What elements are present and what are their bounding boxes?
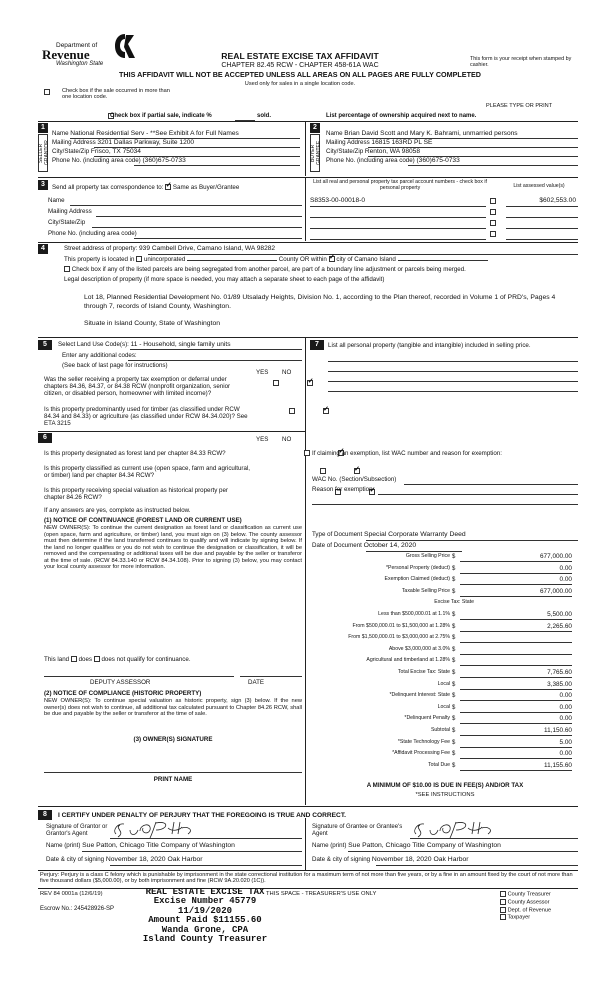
notice-compliance-text: NEW OWNER(S): To continue special valuation as historic property, sign (3) below. If the new owner(s) does not wish to continue, all additional tax calculated pursuant to Chapter 84.26 RCW, shall be due and payable by the seller or transferor at the time of sale.: [44, 698, 302, 718]
doc-date-label: Date of Document: [312, 542, 362, 549]
tax-row: [312, 715, 574, 725]
dollar-sign: $: [452, 716, 456, 723]
unincorporated-checkbox[interactable]: [136, 256, 142, 262]
seller-block: [52, 130, 300, 166]
tax-row-label: From $1,500,000.01 to $3,000,000 at 2.75%: [348, 634, 450, 641]
buyer-phone[interactable]: (360)675-0733: [416, 157, 460, 164]
certify-statement: I CERTIFY UNDER PENALTY OF PERJURY THAT THE FOREGOING IS TRUE AND CORRECT.: [58, 812, 346, 819]
same-as-buyer-label: Same as Buyer/Grantee: [172, 184, 240, 191]
seller-city[interactable]: Frisco, TX 75034: [90, 148, 141, 155]
tax-row-label: Subtotal: [430, 727, 450, 733]
doc-date[interactable]: October 14, 2020: [363, 542, 417, 549]
tax-row-value[interactable]: 5.00: [460, 739, 572, 748]
doc-type-label: Type of Document: [312, 531, 363, 538]
buyer-city-label: City/State/Zip: [326, 148, 364, 155]
tax-row-value[interactable]: 0.00: [460, 704, 572, 713]
copy-dept-revenue: Dept. of Revenue: [507, 906, 552, 913]
tax-row: [312, 576, 574, 586]
grantee-name-label: Name (print): [312, 842, 347, 849]
tax-row-label: Local: [437, 680, 450, 687]
county-or-label: County OR within: [278, 256, 327, 263]
tax-row-label: Gross Selling Price: [405, 553, 450, 559]
form-warning: THIS AFFIDAVIT WILL NOT BE ACCEPTED UNLESS ALL AREAS ON ALL PAGES ARE FULLY COMPLETED: [119, 70, 481, 79]
tax-row: [312, 669, 574, 679]
tax-row-value[interactable]: 2,265.60: [460, 623, 572, 632]
seller-address[interactable]: 3201 Dallas Parkway, Suite 1200: [97, 139, 195, 146]
exemption-question: Was the seller receiving a property tax exemption or deferral under chapters 84.36, 84.37, or 84.38 RCW (nonprofit organization, senior citizen, or disabled person, homeowner with limited income)?: [44, 376, 231, 398]
current-use-yes-checkbox[interactable]: [320, 468, 326, 474]
timber-no-checkbox[interactable]: [323, 408, 329, 414]
owner-signature-line[interactable]: [44, 772, 302, 773]
section-8-number: 8: [38, 810, 52, 820]
print-name-label: PRINT NAME: [153, 776, 193, 783]
tax-row-value[interactable]: 3,385.00: [460, 681, 572, 690]
segregated-label: Check box if any of the listed parcels are being segregated from another parcel, are part of a boundary line adjustment or parcels being merged.: [71, 266, 466, 273]
tax-row-label: Above $3,000,000 at 3.0%: [388, 645, 450, 652]
wac-row: [312, 476, 578, 485]
section-6-number: 6: [38, 433, 52, 443]
personal-property-line-2[interactable]: [328, 371, 578, 372]
tax-row-label: *Affidavit Processing Fee: [392, 750, 450, 757]
dollar-sign: $: [452, 728, 456, 734]
tax-row-value[interactable]: 11,150.60: [460, 727, 572, 736]
seller-name[interactable]: National Residential Serv - **See Exhibit A for Full Names: [70, 130, 239, 137]
tax-row-value[interactable]: [460, 634, 572, 643]
corr-city-row: [48, 219, 302, 228]
dollar-sign: $: [452, 658, 456, 665]
timber-yes-checkbox[interactable]: [289, 408, 295, 414]
escrow-number: Escrow No.: 245428926-SP: [40, 906, 115, 912]
dollar-sign: $: [452, 612, 456, 618]
street-address-label: Street address of property:: [64, 245, 138, 252]
city-of-label[interactable]: city of Camano Island: [336, 256, 396, 263]
corr-phone-row: [48, 230, 302, 239]
exemption-claim-label: If claiming an exemption, list WAC number and reason for exemption:: [312, 450, 502, 457]
tax-row-label: *State Technology Fee: [397, 738, 450, 745]
street-address[interactable]: 939 Cambell Drive, Camano Island, WA 98282: [139, 245, 276, 252]
seller-phone[interactable]: (360)675-0733: [142, 157, 186, 164]
land-use-code[interactable]: 11 - Household, single family units: [130, 341, 231, 348]
corr-name-label: Name: [48, 197, 65, 204]
notice-continuance-text: NEW OWNER(S): To continue the current designation as forest land or classification as current use (open space, farm and agriculture, or timber) land, you must sign on (3) below. The county assessor must then determine if the land transferred continues to qualify and will indicate by signing below. If the land no longer qualifies or you do not wish to continue the designation or classification, it will be removed and the compensating or additional taxes will be due and payable by the seller or transferor at the time of sale. (RCW 84.33.140 or RCW 84.34.108). Prior to signing (3) below, you may contact your local county assessor for more information.: [44, 525, 302, 571]
segregated-row: [64, 266, 578, 275]
perjury-statement: Perjury: Perjury is a class C felony which is punishable by imprisonment in the state correctional institution for a maximum term of not more than five years, or by a fine in an amount fixed by the court of not more than five thousand dollars ($5,000.00), or by both imprisonment and fine (RCW 9A.20.020 (1C)).: [40, 872, 573, 885]
deputy-assessor-label: DEPUTY ASSESSOR: [90, 679, 151, 686]
stamp-line-5: Wanda Grone, CPA: [161, 924, 249, 935]
tax-row: [312, 565, 574, 575]
tax-row-label: Total Due: [428, 761, 450, 768]
tax-row-label: Excise Tax: State: [434, 599, 474, 606]
dollar-sign: $: [452, 554, 456, 560]
dor-emblem-icon: [114, 32, 136, 60]
yes-header-5: YES: [256, 369, 269, 376]
personal-property-line-3[interactable]: [328, 381, 578, 382]
section-1-number: 1: [38, 123, 48, 133]
notice-compliance-title: (2) NOTICE OF COMPLIANCE (HISTORIC PROPERTY): [44, 690, 202, 697]
tax-row: [312, 623, 574, 633]
tax-row: [312, 588, 574, 598]
land-use-row: [58, 341, 302, 350]
dollar-sign: $: [452, 739, 456, 746]
assessed-value[interactable]: $602,553.00: [539, 197, 576, 204]
doc-type[interactable]: Special Corporate Warranty Deed: [363, 531, 466, 538]
state-label: Washington State: [56, 61, 104, 67]
grantor-name[interactable]: Sue Patton, Chicago Title Company of Washington: [82, 842, 235, 849]
tax-row-label: Agricultural and timberland at 1.28%: [366, 657, 450, 664]
does-qualify-checkbox[interactable]: [71, 656, 77, 662]
form-title: REAL ESTATE EXCISE TAX AFFIDAVIT: [221, 51, 379, 61]
excise-tax-stamp: [120, 888, 290, 945]
tax-row: [312, 681, 574, 691]
buyer-grantee-tab: BUYER GRANTEE: [310, 134, 320, 172]
dollar-sign: $: [452, 704, 456, 711]
grantor-date[interactable]: November 18, 2020 Oak Harbor: [105, 856, 203, 863]
type-or-print-note: PLEASE TYPE OR PRINT: [486, 103, 553, 109]
grantee-signature[interactable]: [410, 818, 500, 840]
personal-property-label: List all personal property (tangible and intangible) included in selling price.: [328, 342, 531, 349]
tax-row: [312, 727, 574, 737]
form-subtitle: CHAPTER 82.45 RCW - CHAPTER 458-61A WAC: [221, 62, 379, 69]
corr-address-row: [48, 208, 302, 217]
dollar-sign: $: [452, 635, 456, 642]
tax-row-value[interactable]: 5,500.00: [460, 611, 572, 620]
buyer-block: [326, 130, 578, 166]
dept-label: Department of: [56, 42, 98, 49]
stamp-line-6: Island County Treasurer: [142, 934, 268, 945]
multi-location-label: Check box if the sale occurred in more than one location code.: [62, 88, 170, 101]
parcel-header: List all real and personal property tax parcel account numbers - check box if personal property: [313, 179, 487, 191]
current-use-no-checkbox[interactable]: [354, 468, 360, 474]
reason-label: Reason for exemption: [312, 486, 373, 493]
grantor-name-label: Name (print): [46, 842, 81, 849]
assessor-date-label: DATE: [248, 679, 265, 686]
tax-row-value[interactable]: 0.00: [460, 715, 572, 724]
personal-property-checkbox-3[interactable]: [490, 220, 496, 226]
grantor-name-row: [46, 842, 302, 852]
buyer-city[interactable]: Renton, WA 98058: [364, 148, 420, 155]
form-number: REV 84 0001a (12/6/19): [40, 891, 103, 897]
land-use-label: Select Land Use Code(s):: [58, 341, 129, 348]
forest-yes-checkbox[interactable]: [304, 450, 310, 456]
section-5-number: 5: [38, 340, 52, 350]
grantor-date-row: [46, 856, 302, 866]
copy-taxpayer: Taxpayer: [507, 914, 531, 921]
ownership-note: List percentage of ownership acquired next to name.: [326, 113, 477, 119]
minimum-due-note: A MINIMUM OF $10.00 IS DUE IN FEE(S) AND/OR TAX: [366, 782, 524, 789]
tax-row-label: Local: [437, 703, 450, 710]
dollar-sign: $: [452, 623, 456, 630]
parcel-number[interactable]: S8353-00-00018-0: [310, 197, 365, 204]
legal-description-label: Legal description of property (if more space is needed, you may attach a separate sheet to each page of the affidavit): [64, 276, 385, 283]
tax-row: [312, 657, 574, 667]
additional-codes-row: [62, 352, 302, 361]
tax-row-value[interactable]: 677,000.00: [460, 553, 572, 562]
deputy-assessor-line[interactable]: [44, 676, 234, 677]
tax-row: [312, 692, 574, 702]
historic-question: Is this property receiving special valuation as historical property per chapter 84.26 RCW?: [44, 487, 228, 502]
tax-row: [312, 739, 574, 749]
buyer-address[interactable]: 16815 163RD PL SE: [371, 139, 433, 146]
current-use-question: Is this property classified as current use (open space, farm and agricultural, or timber) land per chapter 84.34 RCW?: [44, 465, 251, 480]
section-2-number: 2: [310, 123, 320, 133]
parcel-row-3: [310, 219, 578, 229]
multi-location-checkbox[interactable]: [44, 89, 50, 95]
personal-property-checkbox-4[interactable]: [490, 231, 496, 237]
stamp-line-2: Excise Number 45779: [153, 896, 257, 907]
assessor-date-line[interactable]: [240, 676, 302, 677]
tax-row-value[interactable]: 11,155.60: [460, 762, 572, 771]
parcel-row-2: [310, 208, 578, 218]
stamp-line-1: REAL ESTATE EXCISE TAX: [145, 887, 265, 897]
located-in-label: This property is located in: [64, 256, 135, 263]
copy-county-treasurer-checkbox[interactable]: [500, 891, 506, 897]
forest-land-question: Is this property designated as forest land per chapter 84.33 RCW?: [44, 450, 226, 457]
additional-codes-label: Enter any additional codes:: [62, 352, 137, 359]
correspondence-block: [52, 184, 304, 194]
qualify-label: This land: [44, 656, 70, 663]
sold-label: sold.: [257, 113, 272, 119]
street-address-row: [64, 245, 578, 255]
buyer-name[interactable]: Brian David Scott and Mary K. Bahrami, unmarried persons: [344, 130, 518, 137]
section-7-number: 7: [310, 340, 324, 350]
partial-sale-label: Check box if partial sale, indicate %: [110, 113, 212, 119]
tax-row: [312, 762, 574, 772]
grantee-date-row: [312, 856, 578, 866]
notice-continuance-title: (1) NOTICE OF CONTINUANCE (FOREST LAND OR CURRENT USE): [44, 517, 242, 524]
grantor-signature-label: Signature of Grantor or Grantor's Agent: [46, 824, 108, 837]
dollar-sign: $: [452, 565, 456, 572]
buyer-address-label: Mailing Address: [326, 139, 370, 146]
personal-property-line-1[interactable]: [328, 361, 578, 362]
legal-description[interactable]: Lot 18, Planned Residential Development No. 01/89 Utsalady Heights, Division No. 1, according to the Plan thereof, recorded in Volume 1 of PRD's, Pages 4 through 7, records of Island County, Washington.: [84, 294, 556, 311]
tax-row: [312, 750, 574, 760]
corr-phone-label: Phone No. (including area code): [48, 230, 137, 237]
no-header-6: NO: [282, 436, 292, 443]
tax-row: [312, 599, 574, 609]
location-row: [64, 256, 578, 265]
tax-row: [312, 646, 574, 656]
tax-row-label: *Delinquent Penalty: [404, 715, 450, 722]
dollar-sign: $: [452, 670, 456, 676]
seller-city-label: City/State/Zip: [52, 148, 90, 155]
dollar-sign: $: [452, 681, 456, 688]
copy-county-assessor: County Assessor: [507, 899, 550, 906]
grantee-signature-label: Signature of Grantee or Grantee's Agent: [312, 824, 403, 837]
corr-name-row: [48, 197, 302, 206]
exemption-yes-checkbox[interactable]: [273, 380, 279, 386]
section-4-number: 4: [38, 244, 48, 254]
buyer-name-label: Name: [326, 130, 343, 137]
grantee-name[interactable]: Sue Patton, Chicago Title Company of Washington: [348, 842, 501, 849]
tax-row-label: *Delinquent Interest: State: [389, 692, 450, 699]
revenue-logo: [42, 32, 142, 66]
no-header-5: NO: [282, 369, 292, 376]
does-not-qualify-checkbox[interactable]: [94, 656, 100, 662]
grantee-name-row: [312, 842, 578, 852]
tax-row-value[interactable]: 7,765.60: [460, 669, 572, 678]
personal-property-checkbox-1[interactable]: [490, 198, 496, 204]
city-checkbox[interactable]: [329, 256, 335, 262]
yes-header-6: YES: [256, 436, 269, 443]
copy-taxpayer-checkbox[interactable]: [500, 914, 506, 920]
parcel-row-4: [310, 230, 578, 240]
segregated-checkbox[interactable]: [64, 266, 70, 272]
stamp-line-3: 11/19/2020: [177, 905, 232, 916]
tax-row: [312, 634, 574, 644]
tax-row-value[interactable]: 0.00: [460, 692, 572, 701]
personal-property-line-4[interactable]: [328, 391, 578, 392]
tax-row-label: Exemption Claimed (deduct): [384, 576, 450, 583]
tax-row-label: Less than $500,000.01 at 1.1%: [378, 611, 450, 617]
tax-row-label: Total Excise Tax: State: [397, 669, 450, 675]
stamp-line-4: Amount Paid $11155.60: [148, 915, 262, 926]
copy-county-assessor-checkbox[interactable]: [500, 899, 506, 905]
grantee-date-label: Date & city of signing: [312, 856, 371, 863]
dollar-sign: $: [452, 646, 456, 653]
tax-row-label: *Personal Property (deduct): [385, 564, 450, 571]
corr-city-label: City/State/Zip: [48, 219, 86, 226]
copy-dept-revenue-checkbox[interactable]: [500, 907, 506, 913]
tax-row-value[interactable]: 0.00: [460, 565, 572, 574]
grantee-date[interactable]: November 18, 2020 Oak Harbor: [371, 856, 469, 863]
owner-signature-label: (3) OWNER(S) SIGNATURE: [133, 736, 213, 743]
reason-row: [312, 486, 578, 495]
single-location-note: Used only for sales in a single location code.: [244, 81, 356, 87]
copy-county-treasurer: County Treasurer: [507, 891, 551, 898]
legal-situate[interactable]: Situate in Island County, State of Washington: [84, 320, 221, 327]
see-instructions-note: *SEE INSTRUCTIONS: [415, 792, 475, 798]
tax-row-value[interactable]: [460, 657, 572, 666]
same-as-buyer-checkbox[interactable]: [165, 184, 171, 190]
grantor-date-label: Date & city of signing: [46, 856, 105, 863]
tax-row-value[interactable]: 677,000.00: [460, 588, 572, 597]
see-back-note: (See back of last page for instructions): [62, 362, 168, 369]
does-not-label: does not qualify for continuance.: [101, 656, 191, 663]
personal-property-checkbox-2[interactable]: [490, 209, 496, 215]
assessed-value-header: List assessed value(s): [513, 183, 565, 189]
send-to-label: Send all property tax correspondence to:: [52, 184, 164, 191]
section-3-number: 3: [38, 180, 48, 190]
timber-question: Is this property predominantly used for timber (as classified under RCW 84.34 and 84.33) or agriculture (as classified under RCW 84.34.020)? See ETA 3215: [44, 406, 248, 428]
if-yes-note: If any answers are yes, complete as instructed below.: [44, 507, 191, 514]
seller-grantor-tab: SELLER GRANTOR: [38, 134, 48, 172]
dollar-sign: $: [452, 577, 456, 584]
seller-phone-label: Phone No. (including area code): [52, 157, 141, 164]
tax-row-value[interactable]: [460, 646, 572, 655]
corr-address-label: Mailing Address: [48, 208, 92, 215]
tax-row-label: Taxable Selling Price: [401, 587, 450, 594]
doc-date-row: [312, 542, 578, 552]
reason-line-2[interactable]: [312, 504, 578, 505]
seller-name-label: Name: [52, 130, 69, 137]
dollar-sign: $: [452, 588, 456, 595]
copy-distribution-list: [500, 891, 551, 922]
tax-row-value[interactable]: 0.00: [460, 750, 572, 759]
grantor-signature[interactable]: [110, 818, 200, 840]
exemption-no-checkbox[interactable]: [307, 380, 313, 386]
parcel-row-1: [310, 197, 578, 207]
tax-row: [312, 611, 574, 621]
treasurer-use-note: THIS SPACE - TREASURER'S USE ONLY: [266, 891, 377, 897]
dollar-sign: $: [452, 762, 456, 769]
does-label: does: [78, 656, 92, 663]
tax-row: [312, 704, 574, 714]
tax-row-value[interactable]: 0.00: [460, 576, 572, 585]
qualify-row: [44, 656, 191, 663]
buyer-phone-label: Phone No. (including area code): [326, 157, 415, 164]
seller-address-label: Mailing Address: [52, 139, 96, 146]
dollar-sign: $: [452, 751, 456, 758]
dollar-sign: $: [452, 693, 456, 700]
tax-row: [312, 553, 574, 563]
receipt-note: This form is your receipt when stamped by cashier.: [470, 56, 572, 69]
tax-row-label: From $500,000.01 to $1,500,000 at 1.28%: [352, 622, 450, 629]
unincorporated-label: unincorporated: [143, 256, 186, 263]
revenue-wordmark: Revenue: [42, 47, 90, 62]
doc-type-row: [312, 531, 578, 541]
wac-number-label: WAC No. (Section/Subsection): [312, 476, 397, 483]
